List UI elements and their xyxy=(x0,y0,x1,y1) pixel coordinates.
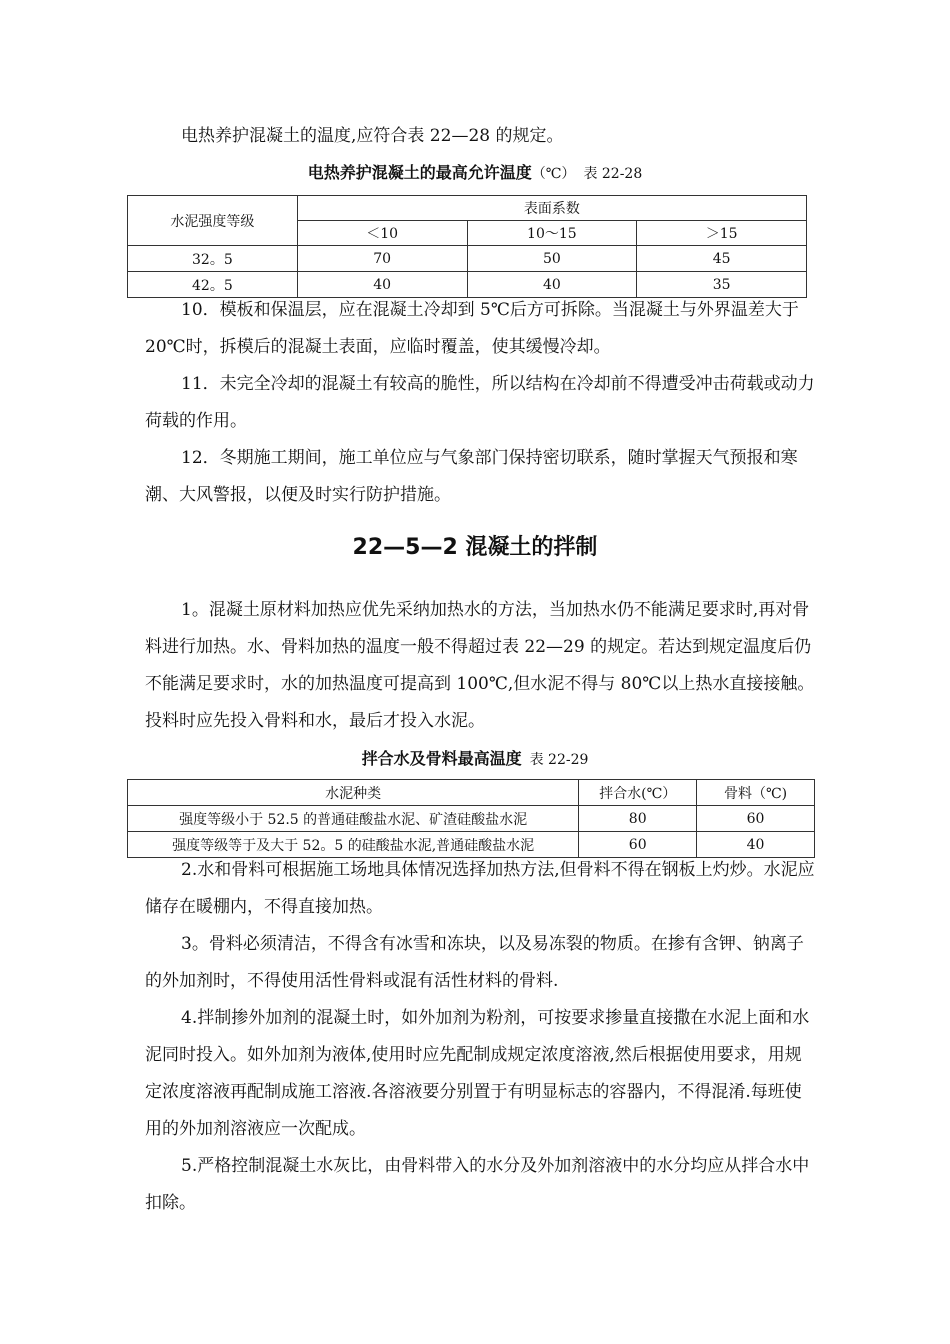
paragraph-4: 4.拌制掺外加剂的混凝土时，如外加剂为粉剂，可按要求掺量直接撒在水泥上面和水泥同时投入。如外加剂为液体,使用时应先配制成规定浓度溶液,然后根据使用要求，用规定浓度溶液再配制成施工溶液.各溶液要分别置于有明显标志的容器内，不得混淆.每班使用的外加剂溶液应一次配成。 xyxy=(145,1008,810,1139)
table-cell: 32。5 xyxy=(128,246,298,272)
table2-caption-number: 表 22-29 xyxy=(529,752,589,768)
table1-caption-title: 电热养护混凝土的最高允许温度 xyxy=(307,163,532,182)
paragraph-2: 2.水和骨料可根据施工场地具体情况选择加热方法,但骨料不得在钢板上灼炒。水泥应储存在暖棚内，不得直接加热。 xyxy=(145,860,815,917)
table-cell: 35 xyxy=(637,272,807,298)
table2-caption-title: 拌合水及骨料最高温度 xyxy=(361,749,522,768)
table1-sub-header: ＜10 xyxy=(297,221,467,246)
paragraph-12: 12．冬期施工期间，施工单位应与气象部门保持密切联系，随时掌握天气预报和寒潮、大风警报，以便及时实行防护措施。 xyxy=(145,448,798,505)
table-cell: 80 xyxy=(579,806,697,832)
table1-caption-unit: （℃） xyxy=(531,166,576,182)
table-cell: 40 xyxy=(297,272,467,298)
table1-col-header: 水泥强度等级 xyxy=(128,196,298,246)
table-cell: 40 xyxy=(697,832,815,858)
table-cell: 强度等级小于 52.5 的普通硅酸盐水泥、矿渣硅酸盐水泥 xyxy=(128,806,579,832)
table-cell: 60 xyxy=(579,832,697,858)
table1-sub-header: ＞15 xyxy=(637,221,807,246)
table-cell: 40 xyxy=(467,272,637,298)
table-row xyxy=(128,246,807,272)
table1-caption xyxy=(0,160,950,183)
table1-sub-header: 10～15 xyxy=(467,221,637,246)
section-heading: 22—5—2 混凝土的拌制 xyxy=(352,535,598,560)
table-cell: 70 xyxy=(297,246,467,272)
table-cell: 42。5 xyxy=(128,272,298,298)
paragraph-3: 3。骨料必须清洁，不得含有冰雪和冻块，以及易冻裂的物质。在掺有含钾、钠离子的外加剂时，不得使用活性骨料或混有活性材料的骨料. xyxy=(145,934,804,991)
table2 xyxy=(127,779,815,858)
table1-caption-number: 表 22-28 xyxy=(583,166,643,182)
table-cell: 50 xyxy=(467,246,637,272)
table-cell: 60 xyxy=(697,806,815,832)
table-cell: 45 xyxy=(637,246,807,272)
table2-header: 骨料（℃) xyxy=(697,780,815,806)
table2-header: 水泥种类 xyxy=(128,780,579,806)
table-cell: 强度等级等于及大于 52。5 的硅酸盐水泥,普通硅酸盐水泥 xyxy=(128,832,579,858)
intro-paragraph: 电热养护混凝土的温度,应符合表 22—28 的规定。 xyxy=(181,126,564,146)
paragraph-10: 10．模板和保温层，应在混凝土冷却到 5℃后方可拆除。当混凝土与外界温差大于 20℃时，拆模后的混凝土表面，应临时覆盖，使其缓慢冷却。 xyxy=(145,300,799,357)
paragraph-11: 11．未完全冷却的混凝土有较高的脆性，所以结构在冷却前不得遭受冲击荷载或动力荷载的作用。 xyxy=(145,374,815,431)
table1 xyxy=(127,195,807,298)
table2-caption xyxy=(0,746,950,769)
table-row xyxy=(128,806,815,832)
paragraph-5: 5.严格控制混凝土水灰比，由骨料带入的水分及外加剂溶液中的水分均应从拌合水中扣除。 xyxy=(145,1156,810,1213)
section-paragraph-1: 1。混凝土原材料加热应优先采纳加热水的方法，当加热水仍不能满足要求时,再对骨料进行加热。水、骨料加热的温度一般不得超过表 22—29 的规定。若达到规定温度后仍不能满足要求时，水的加热温度可提高到 100℃,但水泥不得与 80℃以上热水直接接触。投料时应先投入骨料和水，最后才投入水泥。 xyxy=(145,600,815,731)
table2-header: 拌合水(℃） xyxy=(579,780,697,806)
table1-group-header: 表面系数 xyxy=(297,196,806,221)
